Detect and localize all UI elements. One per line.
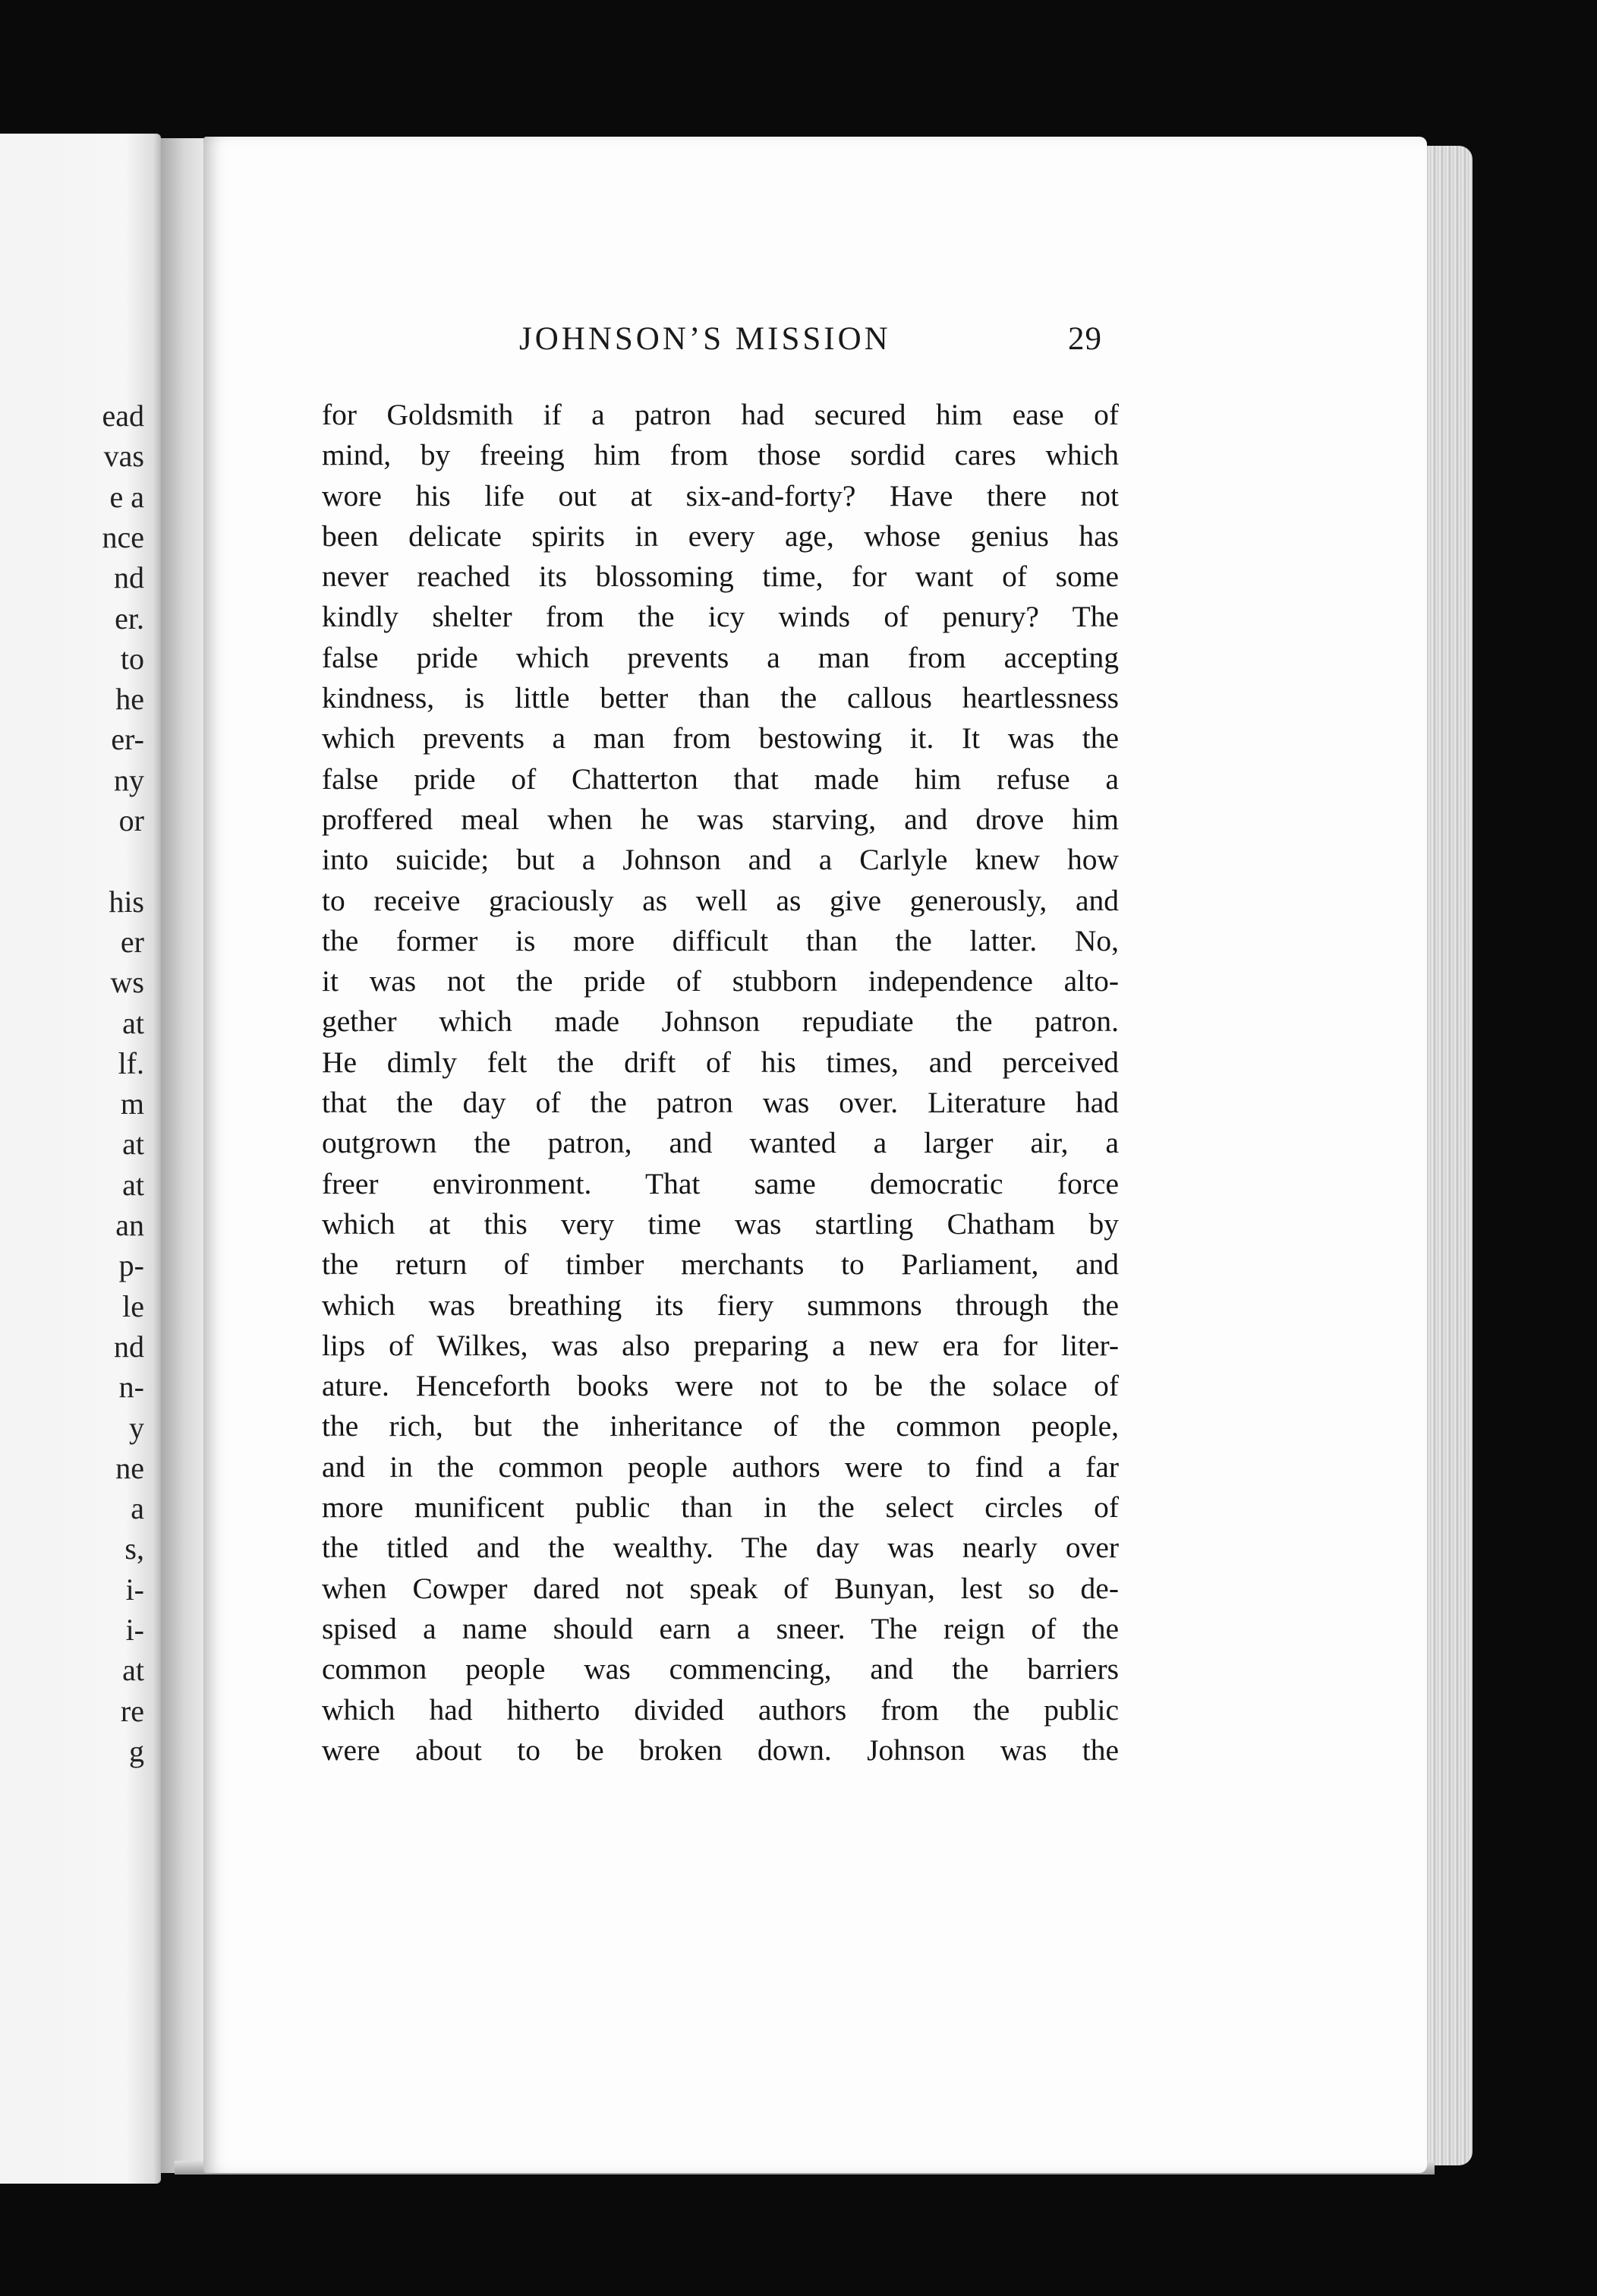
- text-line: gether which made Johnson repudiate the patron.: [322, 1004, 1119, 1039]
- running-head-title: JOHNSON’S MISSION: [519, 321, 891, 357]
- text-line: proffered meal when he was starving, and drove him: [322, 802, 1119, 836]
- left-page-fragment: ny: [114, 762, 144, 797]
- left-page-fragment: le: [122, 1288, 144, 1323]
- text-line: more munificent public than in the select circles of: [322, 1490, 1119, 1525]
- text-line: kindness, is little better than the callous heartlessness: [322, 681, 1119, 715]
- left-page-fragment: nd: [114, 1329, 144, 1364]
- text-line: spised a name should earn a sneer. The reign of the: [322, 1611, 1119, 1645]
- text-line: for Goldsmith if a patron had secured him ease of: [322, 398, 1119, 431]
- left-page-fragment: ne: [115, 1450, 144, 1485]
- left-page-fragment: an: [115, 1208, 144, 1242]
- left-page-fragment: er-: [111, 722, 144, 757]
- left-page-fragment: at: [122, 1653, 144, 1688]
- text-line: lips of Wilkes, was also preparing a new era for liter-: [322, 1328, 1119, 1362]
- page-edge-stack: [1421, 146, 1473, 2165]
- left-page-fragment: nce: [102, 519, 144, 554]
- text-line: never reached its blossoming time, for want of some: [322, 560, 1119, 594]
- left-page-fragment: s,: [124, 1531, 144, 1566]
- text-line: false pride which prevents a man from accepting: [322, 640, 1119, 674]
- page-number: 29: [1068, 321, 1102, 357]
- text-line: it was not the pride of stubborn independence alto-: [322, 964, 1119, 998]
- left-page-fragment: nd: [114, 560, 144, 595]
- text-line: mind, by freeing him from those sordid cares which: [322, 438, 1119, 472]
- left-page-fragment: a: [131, 1491, 144, 1526]
- left-page-fragment: his: [109, 884, 144, 919]
- left-page-fragment: ead: [102, 399, 144, 433]
- text-line: which had hitherto divided authors from the public: [322, 1692, 1119, 1727]
- text-line: which prevents a man from bestowing it. It was the: [322, 721, 1119, 755]
- text-line: which at this very time was startling Chatham by: [322, 1206, 1119, 1241]
- left-page-fragment: er: [120, 924, 144, 959]
- left-page-fragment: at: [122, 1127, 144, 1162]
- text-line: false pride of Chatterton that made him refuse a: [322, 762, 1119, 796]
- left-page-fragment: vas: [103, 439, 144, 474]
- left-page-fragment: lf.: [118, 1046, 144, 1080]
- text-line: kindly shelter from the icy winds of penury? The: [322, 600, 1119, 634]
- text-line: ature. Henceforth books were not to be the solace of: [322, 1369, 1119, 1403]
- left-page-fragment: to: [120, 641, 144, 676]
- left-page-fragment: or: [118, 803, 144, 837]
- body-paragraph: [322, 395, 1119, 1771]
- text-line: the former is more difficult than the latter. No,: [322, 923, 1119, 957]
- text-line: when Cowper dared not speak of Bunyan, lest so de-: [322, 1571, 1119, 1605]
- left-page-fragment: e a: [109, 479, 144, 514]
- text-line: outgrown the patron, and wanted a larger air, a: [322, 1126, 1119, 1160]
- left-page-fragment: at: [122, 1005, 144, 1040]
- text-line: and in the common people authors were to find a far: [322, 1449, 1119, 1484]
- text-line: the titled and the wealthy. The day was nearly over: [322, 1531, 1119, 1565]
- left-page-fragment: n-: [118, 1370, 144, 1405]
- text-line: common people was commencing, and the barriers: [322, 1652, 1119, 1686]
- text-line: the return of timber merchants to Parliament, and: [322, 1247, 1119, 1282]
- left-page-fragment: ws: [110, 965, 144, 1000]
- text-line: were about to be broken down. Johnson was the: [322, 1733, 1119, 1767]
- text-line: wore his life out at six-and-forty? Have there not: [322, 478, 1119, 512]
- left-page-fragment: i-: [125, 1572, 144, 1607]
- text-line: freer environment. That same democratic force: [322, 1166, 1119, 1200]
- left-page-fragment: i-: [125, 1613, 144, 1647]
- left-page-fragment: m: [120, 1086, 144, 1121]
- left-page-fragment: p-: [118, 1248, 144, 1283]
- left-page-fragment: er.: [115, 601, 144, 636]
- text-line: into suicide; but a Johnson and a Carlyle knew how: [322, 843, 1119, 877]
- text-line: to receive graciously as well as give generously, and: [322, 883, 1119, 917]
- text-line: which was breathing its fiery summons through the: [322, 1288, 1119, 1322]
- left-page-fragment: re: [120, 1693, 144, 1728]
- left-page: [0, 134, 161, 2184]
- text-line: the rich, but the inheritance of the common people,: [322, 1409, 1119, 1443]
- text-line: He dimly felt the drift of his times, and perceived: [322, 1045, 1119, 1079]
- left-page-fragment: at: [122, 1167, 144, 1202]
- left-page-fragment: g: [129, 1733, 144, 1768]
- text-line: been delicate spirits in every age, whose genius has: [322, 519, 1119, 553]
- running-head: [519, 320, 1102, 363]
- left-page-fragment: y: [129, 1410, 144, 1445]
- text-line: that the day of the patron was over. Literature had: [322, 1086, 1119, 1120]
- left-page-fragment: he: [115, 682, 144, 717]
